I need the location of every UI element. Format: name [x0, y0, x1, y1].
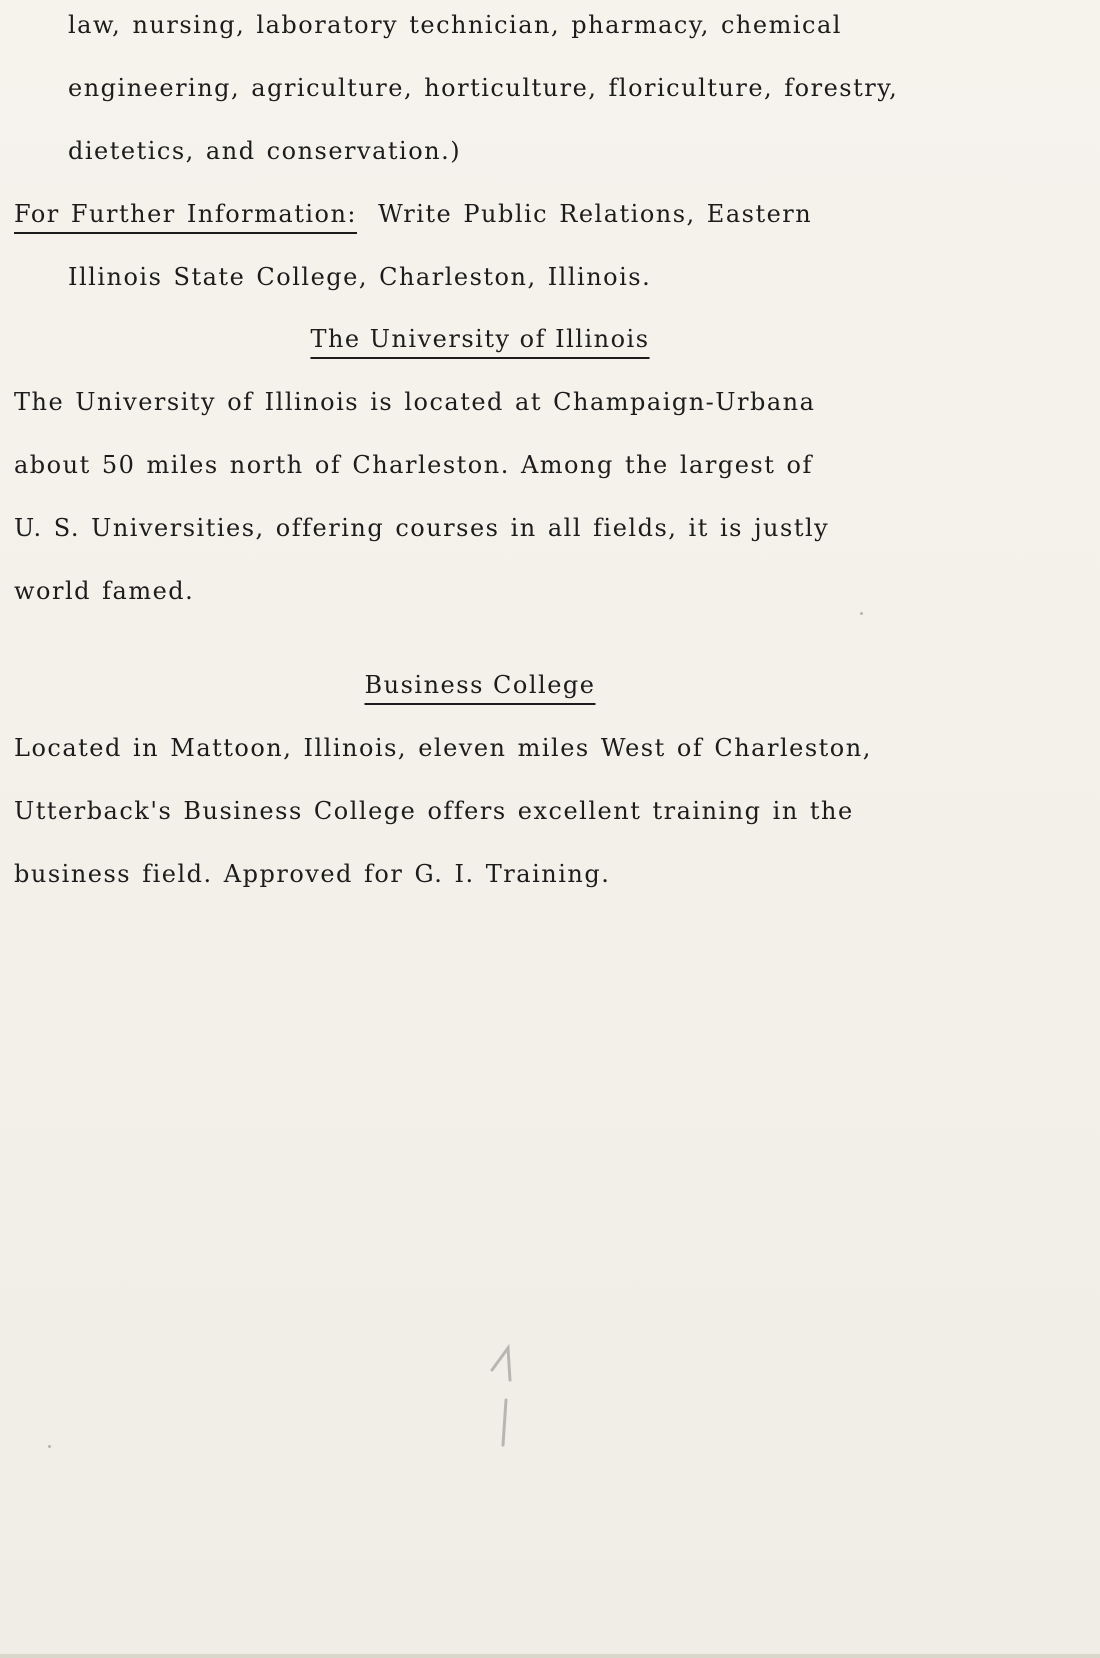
paper-speck [860, 612, 863, 615]
pencil-mark-icon [488, 1340, 518, 1450]
text-line: dietetics, and conservation.) [68, 137, 462, 165]
further-info-text-continued: Illinois State College, Charleston, Illinois. [68, 263, 652, 291]
further-info-line [14, 199, 812, 229]
text-line: world famed. [14, 577, 195, 605]
page-bottom-edge [0, 1654, 1100, 1658]
section-heading-text: The University of Illinois [310, 325, 650, 353]
further-info-label: For Further Information: [14, 200, 357, 228]
text-line: about 50 miles north of Charleston. Among the largest of [14, 451, 813, 479]
section-heading-business [0, 670, 960, 700]
further-info-text: Write Public Relations, Eastern [378, 200, 813, 228]
text-line: law, nursing, laboratory technician, pharmacy, chemical [68, 11, 842, 39]
text-line: U. S. Universities, offering courses in all fields, it is justly [14, 514, 830, 542]
text-line: engineering, agriculture, horticulture, floriculture, forestry, [68, 74, 899, 102]
text-line: The University of Illinois is located at Champaign-Urbana [14, 388, 816, 416]
paper-speck [48, 1445, 51, 1448]
text-line: Utterback's Business College offers excellent training in the [14, 797, 854, 825]
text-line: business field. Approved for G. I. Training. [14, 860, 611, 888]
text-line: Located in Mattoon, Illinois, eleven miles West of Charleston, [14, 734, 872, 762]
section-heading-text: Business College [364, 671, 596, 699]
section-heading-university [0, 324, 960, 354]
